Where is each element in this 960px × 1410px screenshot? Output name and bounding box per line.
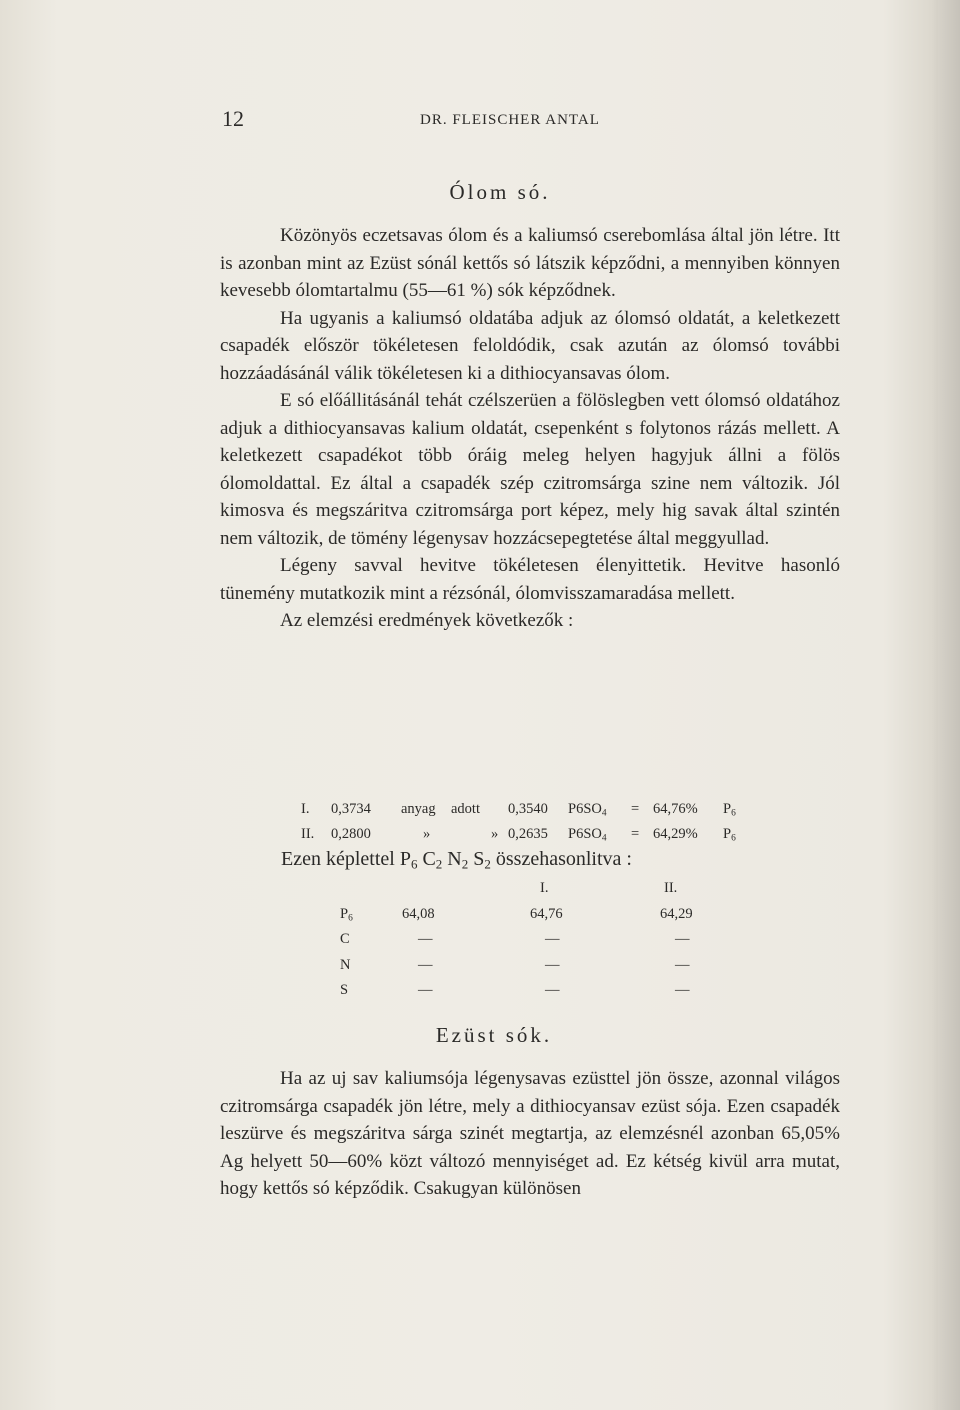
analysis-row (301, 797, 781, 822)
analysis-compound (568, 822, 607, 847)
comparison-header: I. (540, 880, 549, 896)
formula-prefix: Ezen képlettel (281, 848, 395, 870)
analysis-eq: = (631, 801, 640, 817)
analysis-compound (568, 797, 607, 822)
analysis-row (301, 822, 781, 847)
comparison-calc: — (418, 982, 433, 998)
analysis-mass: 0,2800 (331, 826, 371, 842)
element-subscript: 6 (410, 856, 418, 872)
comparison-row (340, 982, 720, 1008)
element-subscript: 6 (731, 808, 736, 819)
paragraph: Közönyös eczetsavas ólom és a kaliumsó cserebomlása által jön létre. Itt is azonban mint az Ezüst sónál kettős só látszik képződni, a mennyiben könnyen kevesebb ólomtartalmu (55—61 %) sók képződnek. (220, 225, 840, 301)
comparison-calc: — (418, 931, 433, 947)
paragraph: Légeny savval hevitve tökéletesen élenyittetik. Hevitve hasonló tünemény mutatkozik mint a rézsónál, ólomvisszamaradása mellett. (220, 555, 840, 604)
analysis-element (723, 822, 736, 847)
analysis-eq: = (631, 826, 640, 842)
paragraph: E só előállitásánál tehát czélszerüen a fölöslegben vett ólomsó oldatához adjuk a dithiocyansavas kalium oldatát, csepenként s folytonos rázás mellett. A keletkezett csapadékot több óráig meleg helyen hagyjuk állni a fölös ólomoldattal. Ez által a csapadék szép czitromsárga szine nem változik. Jól kimosva és megszáritva czitromsárga port képez, mely hig savak által szintén nem változik, de tömény légenysav hozzácsepegtetése által meggyullad. (220, 390, 840, 549)
element-symbol: C (340, 931, 350, 947)
comparison-header: II. (664, 880, 678, 896)
analysis-element (723, 797, 736, 822)
analysis-word: » (491, 826, 499, 842)
comparison-element (340, 931, 350, 948)
element-symbol: P (340, 905, 349, 922)
analysis-word: » (423, 826, 431, 842)
analysis-percent: 64,76% (653, 801, 698, 817)
running-head: DR. FLEISCHER ANTAL (420, 112, 600, 128)
formula-element (447, 848, 468, 870)
comparison-two: 64,29 (660, 905, 693, 922)
analysis-word: anyag (401, 801, 436, 817)
comparison-two: — (675, 931, 690, 947)
element-subscript: 2 (484, 856, 491, 872)
comparison-one: — (545, 982, 560, 998)
paragraph: Ha ugyanis a kaliumsó oldatába adjuk az ólomsó oldatát, a keletkezett csapadék először tökéletesen feloldódik, csak azután az ólomsó további hozzáadásánál válik tökéletesen ki a dithiocyansavas ólom. (220, 307, 840, 384)
analysis-num: II. (301, 826, 315, 842)
comparison-row (340, 931, 720, 957)
element-symbol: N (447, 848, 462, 870)
analysis-mass: 0,3734 (331, 801, 371, 817)
section-body-ezust-sok (220, 1065, 840, 1203)
element-subscript: 6 (731, 833, 736, 844)
element-subscript: 2 (461, 856, 469, 872)
page-header (220, 106, 840, 136)
compound-subscript: 4 (601, 833, 607, 844)
comparison-calc: — (418, 956, 433, 973)
comparison-element (340, 982, 348, 999)
section-body-olom-so (220, 222, 840, 635)
formula-element (400, 848, 418, 870)
comparison-one: — (545, 956, 560, 973)
comparison-row (340, 957, 720, 983)
comparison-one: — (545, 931, 560, 947)
element-symbol: P (723, 801, 732, 817)
element-symbol: P (399, 848, 411, 870)
analysis-intro: Az elemzési eredmények következők : (280, 610, 574, 631)
compound-subscript: 4 (601, 808, 607, 819)
element-symbol: S (473, 848, 485, 870)
comparison-table (340, 880, 720, 1008)
analysis-word: adott (451, 801, 480, 817)
element-symbol: N (340, 956, 351, 973)
analysis-result: 0,3540 (508, 801, 548, 817)
formula-element (422, 848, 442, 870)
analysis-results (301, 797, 781, 847)
comparison-two: — (675, 956, 690, 973)
comparison-one: 64,76 (530, 905, 563, 922)
element-subscript: 2 (435, 856, 443, 872)
compound-formula: P6SO (568, 801, 602, 817)
element-subscript: 6 (348, 912, 353, 923)
page-number: 12 (222, 106, 244, 131)
analysis-percent: 64,29% (653, 826, 698, 842)
section-title-olom-so: Ólom só. (449, 180, 551, 204)
comparison-element (340, 957, 350, 974)
comparison-two: — (675, 982, 690, 998)
paragraph: Ha az uj sav kaliumsója légenysavas ezüsttel jön össze, azonnal világos czitromsárga csapadék jön létre, mely a dithiocyansav ezüst sója. Ezen csapadék leszürve és megszáritva sárga szinét megtartja, az elemzésnél azonban 65,05% Ag helyett 50—60% közt változó mennyiséget ad. Ez kétség kivül arra mutat, hogy kettős só képződik. Csakugyan különösen (220, 1068, 840, 1199)
element-symbol: C (422, 848, 436, 870)
element-symbol: S (340, 982, 349, 998)
element-symbol: P (723, 826, 732, 842)
comparison-header-row (340, 880, 720, 906)
page-edge (938, 0, 960, 1410)
comparison-row (340, 906, 720, 932)
formula-line (281, 848, 632, 871)
formula-suffix: összehasonlitva : (495, 848, 632, 870)
analysis-num: I. (301, 801, 310, 817)
comparison-calc: 64,08 (402, 905, 435, 922)
formula-element (473, 848, 491, 870)
analysis-result: 0,2635 (508, 826, 548, 842)
comparison-element (340, 906, 353, 923)
section-title-ezust-sok: Ezüst sók. (435, 1023, 553, 1047)
compound-formula: P6SO (568, 826, 602, 842)
